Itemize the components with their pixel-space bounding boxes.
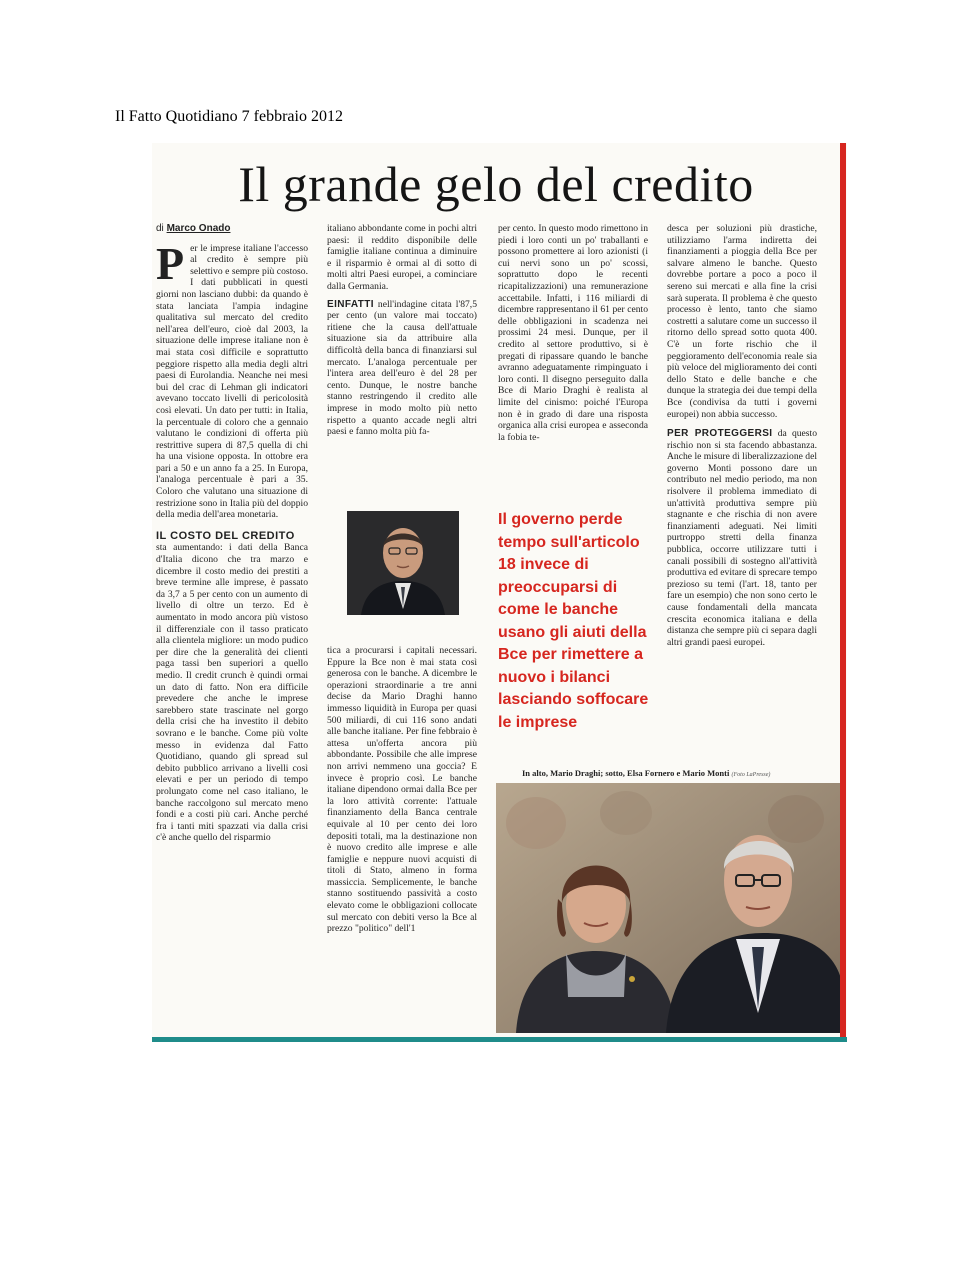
column-1 xyxy=(156,223,308,1033)
teal-bottom-rule xyxy=(152,1037,847,1042)
photo-caption xyxy=(522,768,840,778)
byline-author: Marco Onado xyxy=(166,223,231,234)
col2-bottom-text: tica a procurarsi i capitali necessari. Eppure la Bce non è mai stata così generosa con le banche. A dicembre le operazioni straordinarie a tre anni decise da Mario Draghi hanno immesso liquidità in Europa per quasi 500 miliardi, di cui 116 sono andati alle banche italiane. Per fine febbraio è attesa un'offerta ancora più abbondante. Possibile che alle imprese non arrivi nemmeno una goccia? E invece è proprio così. Le banche italiane dipendono ormai dalla Bce per la loro attività corrente: l'attuale finanziamento della Banca centrale equivale al 10 per cento dei loro depositi totali, ma la destinazione non è nuovo credito alle imprese e alle famiglie e neppure nuovi acquisti di titoli di Stato, almeno in forma massiccia. Semplicemente, le banche stanno sostituendo passività a costo elevato come le obbligazioni collocate sul mercato con debiti verso la Bce al prezzo "politico" dell'1 xyxy=(327,645,477,935)
fornero-monti-photo xyxy=(496,783,842,1033)
fornero-monti-graphic xyxy=(496,783,842,1033)
draghi-portrait-graphic xyxy=(347,511,459,615)
col2-mid-paragraph xyxy=(327,299,477,438)
col4-body-text: da questo rischio non si sta facendo abbastanza. Anche le misure di liberalizzazione del governo Monti possono dare un contributo nel medio periodo, ma non risolvere il problema immediato di un'attività produttiva sempre più stagnante e che rischia di non avere finanziamenti adeguati. Nei limiti purtroppo stretti della finanza pubblica, occorre utilizzare tutti i canali possibili di sostegno all'attività produttiva ed evitare di sprecare tempo prezioso su temi (l'art. 18, tanto per fare un esempio) che non sono certo le cause fondamentali della mancata crescita economica italiana e della distanza che sempre più ci separa dagli altri grandi paesi europei. xyxy=(667,428,817,648)
col2-top-text: italiano abbondante come in pochi altri paesi: il reddito disponibile delle famiglie italiane continua a diminuire e il risparmio è ormai al di sotto di molti altri Paesi europei, a cominciare dalla Germania. xyxy=(327,223,477,292)
source-line: Il Fatto Quotidiano 7 febbraio 2012 xyxy=(115,108,343,125)
subhead-costo-credito: IL COSTO DEL CREDITO xyxy=(156,529,295,542)
col4-top-text: desca per soluzioni più drastiche, utilizziamo l'arma indiretta dei finanziamenti a pioggia della Bce per salvare almeno le banche. Questo dovrebbe portare a poco a poco il sereno sui mercati e alla fine la crisi sarà superata. Il problema è che questo processo è lento, tanto che siamo costretti a salutare come un successo il ritorno dello spread sotto quota 400. C'è un forte rischio che il peggioramento dell'economia reale sia più veloce del miglioramento dei conti dello Stato e delle banche e che dunque la strategia dei due tempi della Bce (condivisa da tutti i governi europei) non abbia successo. xyxy=(667,223,817,420)
caption-text: In alto, Mario Draghi; sotto, Elsa Fornero e Mario Monti xyxy=(522,768,730,778)
drop-cap: P xyxy=(156,237,185,289)
column-2-bottom xyxy=(327,645,477,1040)
byline xyxy=(156,223,308,235)
draghi-photo xyxy=(347,511,459,615)
col1-body: sta aumentando: i dati della Banca d'Italia dicono che tra marzo e dicembre il costo medio dei prestiti a breve termine alle imprese, è passato da 3,7 a 5 per cento con un aumento di livello di oltre un terzo. Ed è aumentato in modo ancora più vistoso il differenziale con il tasso praticato alla clientela migliore: un modo pudico per dire che la generalità dei clienti paga tassi ben superiori a quello medio. Il credit crunch è quindi ormai un dato di fatto. Non era difficile prevedere che anche le imprese sarebbero state trascinate nel gorgo della crisi che ha investito il debito sovrano e le banche. Come più volte messo in evidenza dal Fatto Quotidiano, quando gli spread sul debito pubblico arrivano a livelli così elevati e per un periodo di tempo prolungato come nel caso italiano, le banche raccolgono sul mercato meno fondi e a costi più cari. Anche perché fra i tanti miti spazzati via dalla crisi c'è anche quello del risparmio xyxy=(156,542,308,844)
col2-mid-text: nell'indagine citata l'87,5 per cento (un valore mai toccato) ritiene che la causa dell'attuale situazione sia da attribuire alla difficoltà della banca di finanziarsi sul mercato. L'analoga percentuale per l'intera area dell'euro è del 28 per cento. Dunque, le nostre banche stanno restringendo il credito alle imprese in modo molto più netto rispetto a quanto accade negli altri paesi e fanno molta più fa- xyxy=(327,298,477,438)
col1-intro: er le imprese italiane l'accesso al credito è sempre più selettivo e sempre più costoso. I dati pubblicati in questi giorni non lasciano dubbi: da quando è stata lanciata l'ampia indagine qualitativa sul mercato del credito nell'area dell'euro, cioè dal 2003, la situazione delle imprese italiane non è mai stata così difficile e soprattutto peggiore rispetto alla media degli altri paesi di Eurolandia. Neanche nei mesi bui del crac di Lehman gli indicatori avevano toccato livelli di pericolosità così elevati. Un dato per tutti: in Italia, la percentuale di coloro che a gennaio valutano le condizioni di offerta più restrittive supera di 87,5 quella di chi ha una visione opposta. In ottobre era pari a 50 e un anno fa a 25. In Europa, l'analoga percentuale è pari a 35. Coloro che valutano una situazione di restrizione sono in Italia più del doppio della media dell'area monetaria. xyxy=(156,242,308,521)
column-3 xyxy=(498,223,648,508)
red-vertical-rule xyxy=(840,143,846,1040)
column-4 xyxy=(667,223,817,783)
col3-text: per cento. In questo modo rimettono in piedi i loro conti un po' traballanti e possono promettere ai loro azionisti (i cui nervi sono un po' scossi, soprattutto dopo le recenti ricapitalizzazioni) una remunerazione accettabile. Infatti, i 116 miliardi di dicembre rappresentano il 61 per cento delle obbligazioni in scadenza nei prossimi 24 mesi. Dunque, per il credito al settore produttivo, si è pregati di ripassare quando le banche avranno adeguatamente rimpinguato i loro conti. Il disegno perseguito dalla Bce di Mario Draghi è realista al limite del cinismo: poiché l'Europa non è in grado di dare una risposta organica alla crisi europea e asseconda la fobia te- xyxy=(498,223,648,443)
byline-prefix: di xyxy=(156,223,164,234)
col4-body-paragraph xyxy=(667,428,817,648)
pull-quote: Il governo perde tempo sull'articolo 18 invece di preoccuparsi di come le banche usano gli aiuti della Bce per rimettere a nuovo i bilanci lasciando soffocare le imprese xyxy=(498,511,649,731)
column-2-top xyxy=(327,223,477,508)
article-title: Il grande gelo del credito xyxy=(238,156,754,212)
photo-credit: (Foto LaPresse) xyxy=(731,772,771,778)
lead-in-einfatti: EINFATTI xyxy=(327,298,374,310)
newspaper-clipping xyxy=(152,143,847,1040)
lead-in-per-proteggersi: PER PROTEGGERSI xyxy=(667,428,773,440)
